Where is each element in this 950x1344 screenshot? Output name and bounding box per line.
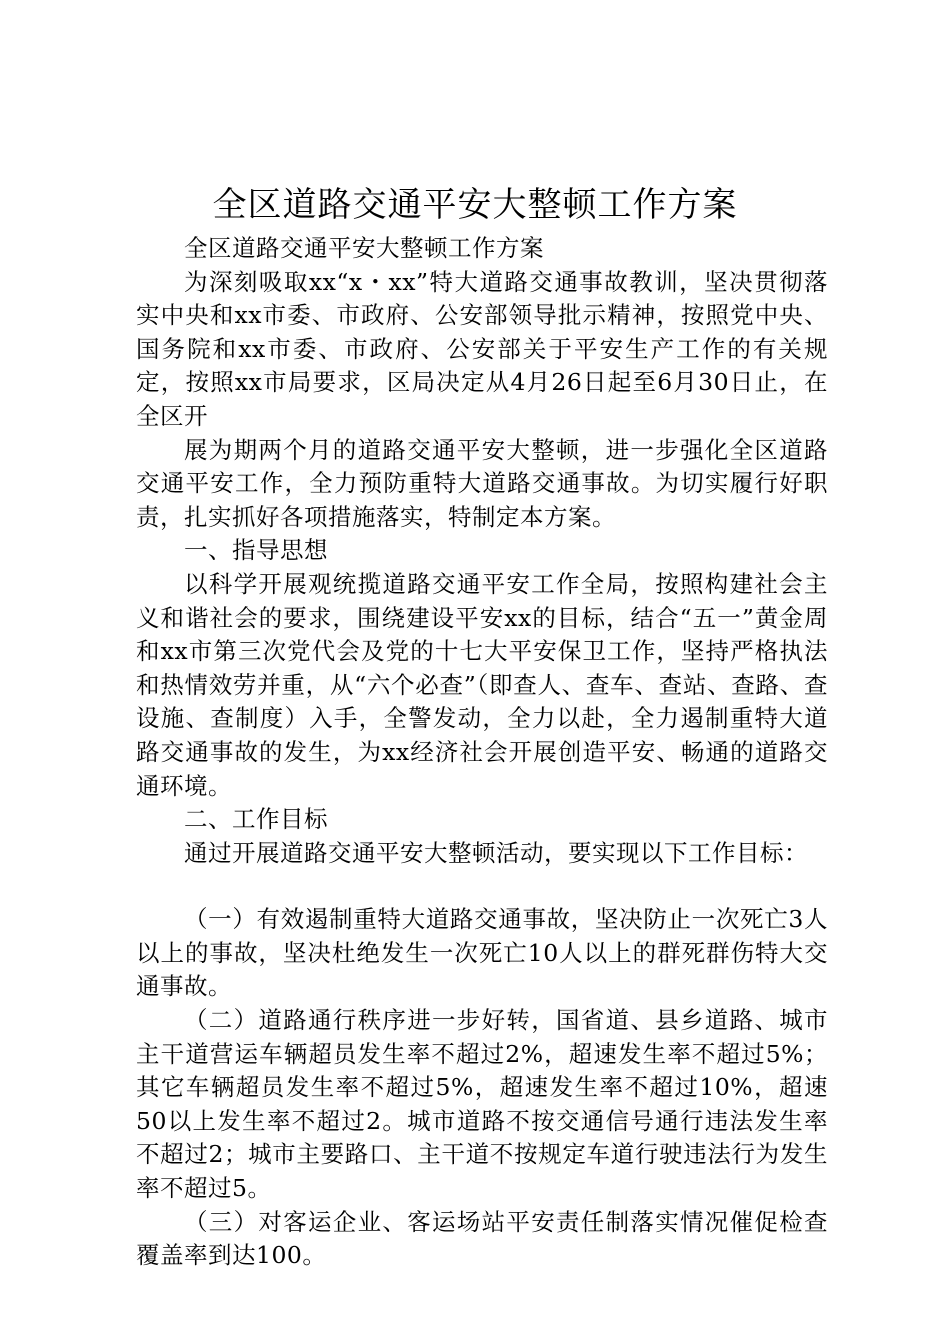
goal-item-3: （三）对客运企业、客运场站平安责任制落实情况催促检查覆盖率到达100。 xyxy=(136,1207,828,1270)
section-heading-guiding-thought: 一、指导思想 xyxy=(184,536,328,565)
subtitle-paragraph: 全区道路交通平安大整顿工作方案 xyxy=(184,234,544,262)
goal-item-1: （一）有效遏制重特大道路交通事故，坚决防止一次死亡3人以上的事故，坚决杜绝发生一次死亡10人以上的群死群伤特大交通事故。 xyxy=(136,905,828,1001)
document-body xyxy=(136,232,828,1273)
intro-continuation-paragraph: 展为期两个月的道路交通平安大整顿，进一步强化全区道路交通平安工作，全力预防重特大道路交通事故。为切实履行好职责，扎实抓好各项措施落实，特制定本方案。 xyxy=(136,435,828,531)
section-heading-work-goals: 二、工作目标 xyxy=(184,805,328,834)
intro-paragraph: 为深刻吸取xx“x・xx”特大道路交通事故教训，坚决贯彻落实中央和xx市委、市政府、公安部领导批示精神，按照党中央、国务院和xx市委、市政府、公安部关于平安生产工作的有关规定，按照xx市局要求，区局决定从4月26日起至6月30日止，在全区开 xyxy=(136,267,828,430)
goal-item-2: （二）道路通行秩序进一步好转，国省道、县乡道路、城市主干道营运车辆超员发生率不超过2%，超速发生率不超过5%；其它车辆超员发生率不超过5%，超速发生率不超过10%，超速50以上发生率不超过2。城市道路不按交通信号通行违法发生率不超过2；城市主要路口、主干道不按规定车道行驶违法行为发生率不超过5。 xyxy=(136,1006,828,1203)
guiding-thought-paragraph: 以科学开展观统揽道路交通平安工作全局，按照构建社会主义和谐社会的要求，围绕建设平安xx的目标，结合“五一”黄金周和xx市第三次党代会及党的十七大平安保卫工作，坚持严格执法和热情效劳并重，从“六个必查”（即查人、查车、查站、查路、查设施、查制度）入手，全警发动，全力以赴，全力遏制重特大道路交通事故的发生，为xx经济社会开展创造平安、畅通的道路交通环境。 xyxy=(136,569,828,800)
document-title: 全区道路交通平安大整顿工作方案 xyxy=(212,185,738,225)
work-goals-intro-paragraph: 通过开展道路交通平安大整顿活动，要实现以下工作目标： xyxy=(184,838,808,867)
